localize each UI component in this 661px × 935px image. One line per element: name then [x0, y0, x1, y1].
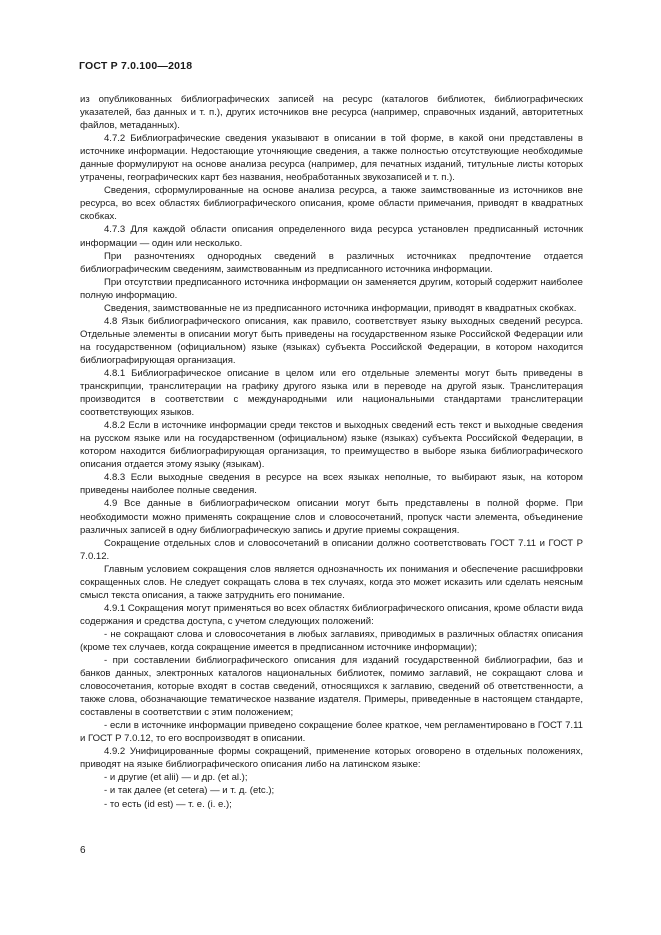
paragraph: из опубликованных библиографических записей на ресурс (каталогов библиотек, библиографических указателей, баз данных и т. п.), других источников вне ресурса (например, справочных изданий, авторитетных файлов, метаданных).: [80, 94, 583, 132]
paragraph: 4.7.3 Для каждой области описания определенного вида ресурса установлен предписанный источник информации — один или несколько.: [80, 224, 583, 249]
paragraph: Сведения, заимствованные не из предписанного источника информации, приводят в квадратных скобках.: [104, 302, 577, 314]
paragraph: Сокращение отдельных слов и словосочетаний в описании должно соответствовать ГОСТ 7.11 и ГОСТ Р 7.0.12.: [80, 537, 583, 562]
paragraph: - не сокращают слова и словосочетания в любых заглавиях, приводимых в различных областях описания (кроме тех случаев, когда сокращение имеется в предписанном источнике информации);: [80, 628, 583, 653]
paragraph: 4.8.2 Если в источнике информации среди текстов и выходных сведений есть текст и выходные сведения на русском языке или на государственном (официальном) языке (языках) субъекта Российской Федерации, в котором находится библиографирующая организация, то преимущество в выборе языка библиографического описания отдается этому языку (языкам).: [80, 420, 583, 471]
paragraph: 4.9.1 Сокращения могут применяться во всех областях библиографического описания, кроме области вида содержания и средства доступа, с учетом следующих положений:: [80, 602, 583, 627]
standard-header: ГОСТ Р 7.0.100—2018: [79, 60, 193, 72]
paragraph: Главным условием сокращения слов является однозначность их понимания и обеспечение расшифровки сокращенных слов. Не следует сокращать слова в тех случаях, когда это может исказить или сделать неясным смысл текста описания, а также затруднить его понимание.: [80, 563, 583, 601]
paragraph: Сведения, сформулированные на основе анализа ресурса, а также заимствованные из источников вне ресурса, во всех областях библиографического описания, кроме области примечания, приводят в квадратных скобках.: [80, 185, 583, 223]
page-number: 6: [80, 845, 86, 856]
paragraph: 4.7.2 Библиографические сведения указывают в описании в той форме, в какой они представлены в источнике информации. Недостающие уточняющие сведения, а также полностью отсутствующие необходимые данные формулируют на основе анализа ресурса (например, для печатных изданий, титульные листы которых утрачены, географических карт без названия, необработанных звукозаписей и т. п.).: [80, 133, 583, 184]
paragraph: - если в источнике информации приведено сокращение более краткое, чем регламентировано в ГОСТ 7.11 и ГОСТ Р 7.0.12, то его воспроизводят в описании.: [80, 720, 583, 745]
paragraph: 4.8.3 Если выходные сведения в ресурсе на всех языках неполные, то выбирают язык, на котором приведены наиболее полные сведения.: [80, 472, 583, 497]
paragraph: - при составлении библиографического описания для изданий государственной библиографии, баз и банков данных, электронных каталогов национальных библиотек, помимо заглавий, не сокращают слова и словосочетания, которые входят в состав сведений, относящихся к заглавию, сведений об ответственности, а также слова, обозначающие тематическое название издателя. Примеры, приведенные в настоящем стандарте, составлены в соответствии с этим положением;: [80, 655, 583, 719]
paragraph: 4.9.2 Унифицированные формы сокращений, применение которых оговорено в отдельных положениях, приводят на языке библиографического описания либо на латинском языке:: [80, 746, 583, 771]
paragraph: 4.8 Язык библиографического описания, как правило, соответствует языку выходных сведений ресурса. Отдельные элементы в описании могут быть приведены на государственном языке Российской Федерации или на государственном (официальном) языке (языках) субъекта Российской Федерации, в котором находится библиографирующая организация.: [80, 315, 583, 366]
paragraph: 4.9 Все данные в библиографическом описании могут быть представлены в полной форме. При необходимости можно применять сокращение слов и словосочетаний, пропуск части элемента, объединение различных записей в одну библиографическую запись и другие приемы сокращения.: [80, 498, 583, 536]
paragraph: - и так далее (et cetera) — и т. д. (etc.);: [104, 785, 275, 797]
body-text: [80, 93, 583, 811]
paragraph: - и другие (et alii) — и др. (et al.);: [104, 772, 248, 784]
paragraph: При разночтениях однородных сведений в различных источниках предпочтение отдается библиографическим сведениям, заимствованным из предписанного источника информации.: [80, 250, 583, 275]
paragraph: При отсутствии предписанного источника информации он заменяется другим, который содержит наиболее полную информацию.: [80, 276, 583, 301]
paragraph: - то есть (id est) — т. е. (i. e.);: [104, 798, 232, 810]
paragraph: 4.8.1 Библиографическое описание в целом или его отдельные элементы могут быть приведены в транскрипции, транслитерации на графику другого языка или в переводе на другой язык. Транслитерация производится в соответствии с международными или национальными стандартами транслитерации соответствующих языков.: [80, 367, 583, 419]
